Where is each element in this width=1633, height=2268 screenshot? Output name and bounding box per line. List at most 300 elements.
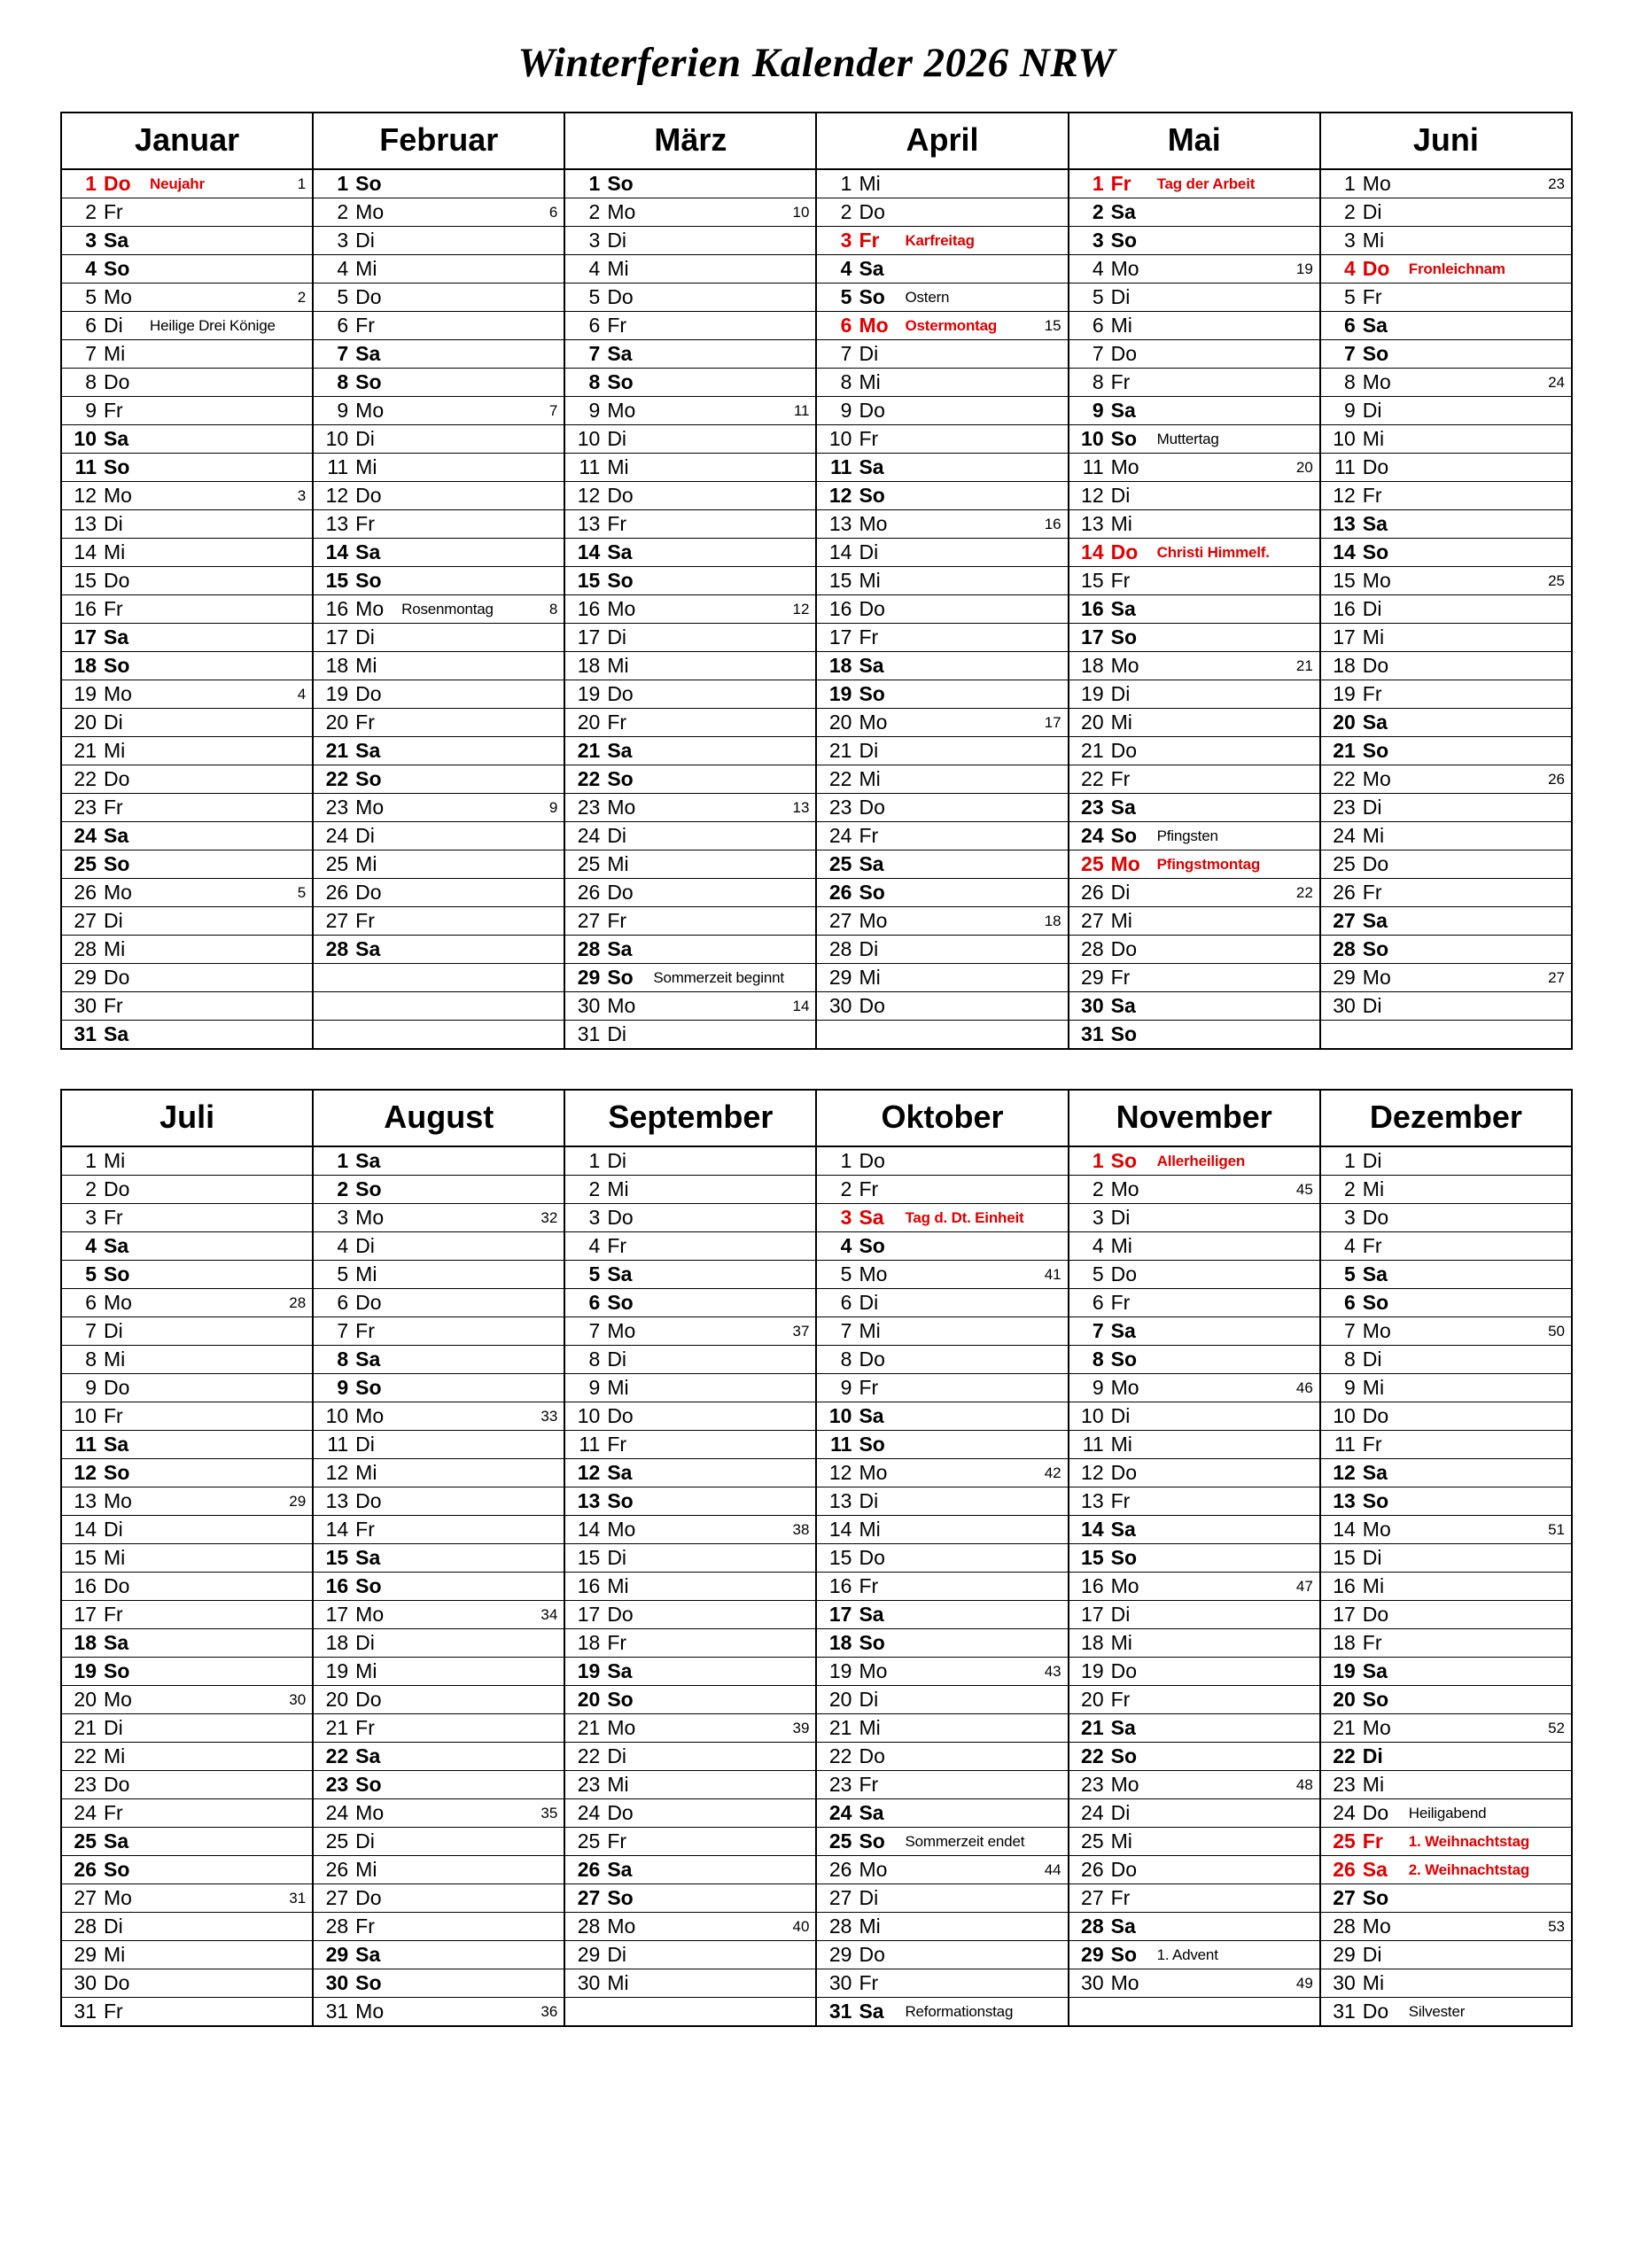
day-cell[interactable] [1320, 312, 1572, 340]
day-cell[interactable] [816, 1176, 1068, 1204]
day-cell[interactable] [816, 794, 1068, 822]
day-cell[interactable] [564, 709, 816, 737]
day-cell[interactable] [313, 1913, 564, 1941]
day-cell[interactable] [1069, 1743, 1320, 1771]
day-cell[interactable] [816, 652, 1068, 680]
day-cell[interactable] [1320, 1629, 1572, 1658]
day-cell[interactable] [61, 1686, 313, 1714]
day-cell[interactable] [61, 936, 313, 964]
day-cell[interactable] [61, 964, 313, 992]
day-cell[interactable] [1320, 794, 1572, 822]
day-cell[interactable] [61, 1629, 313, 1658]
day-cell[interactable] [61, 1261, 313, 1289]
day-cell[interactable] [1069, 1176, 1320, 1204]
day-cell[interactable] [313, 1573, 564, 1601]
day-cell[interactable] [61, 1969, 313, 1998]
day-cell[interactable] [1069, 198, 1320, 227]
day-cell[interactable] [313, 1402, 564, 1431]
day-cell[interactable] [313, 1629, 564, 1658]
day-cell[interactable] [564, 482, 816, 510]
day-cell[interactable] [1069, 1629, 1320, 1658]
day-cell[interactable] [564, 425, 816, 454]
day-cell[interactable] [564, 1487, 816, 1516]
day-cell[interactable] [1069, 1021, 1320, 1050]
day-cell[interactable] [816, 1771, 1068, 1799]
day-cell[interactable] [313, 1771, 564, 1799]
day-cell[interactable] [816, 1884, 1068, 1913]
day-cell[interactable] [61, 255, 313, 284]
day-cell[interactable] [313, 1146, 564, 1176]
day-cell[interactable] [61, 822, 313, 850]
day-cell[interactable] [61, 1232, 313, 1261]
day-cell[interactable] [816, 1346, 1068, 1374]
day-cell[interactable] [1069, 680, 1320, 709]
day-cell[interactable] [1069, 850, 1320, 879]
day-cell[interactable] [1320, 992, 1572, 1021]
day-cell[interactable] [564, 369, 816, 397]
day-cell[interactable] [816, 198, 1068, 227]
day-cell[interactable] [816, 879, 1068, 907]
day-cell[interactable] [313, 1601, 564, 1629]
day-cell[interactable] [313, 1743, 564, 1771]
day-cell[interactable] [1320, 1799, 1572, 1828]
day-cell[interactable] [313, 1374, 564, 1402]
day-cell[interactable] [1069, 1714, 1320, 1743]
day-cell[interactable] [816, 1941, 1068, 1969]
day-cell[interactable] [61, 510, 313, 539]
day-cell[interactable] [1320, 680, 1572, 709]
day-cell[interactable] [61, 482, 313, 510]
day-cell[interactable] [1069, 1459, 1320, 1487]
day-cell[interactable] [313, 1459, 564, 1487]
day-cell[interactable] [1069, 1146, 1320, 1176]
day-cell[interactable] [313, 680, 564, 709]
day-cell[interactable] [816, 1261, 1068, 1289]
day-cell[interactable] [1320, 964, 1572, 992]
day-cell[interactable] [313, 1941, 564, 1969]
day-cell[interactable] [61, 227, 313, 255]
day-cell[interactable] [1069, 1799, 1320, 1828]
day-cell[interactable] [1320, 1402, 1572, 1431]
day-cell[interactable] [313, 936, 564, 964]
day-cell[interactable] [61, 652, 313, 680]
day-cell[interactable] [564, 680, 816, 709]
day-cell[interactable] [61, 624, 313, 652]
day-cell[interactable] [1069, 652, 1320, 680]
day-cell[interactable] [564, 1261, 816, 1289]
day-cell[interactable] [61, 1771, 313, 1799]
day-cell[interactable] [564, 454, 816, 482]
day-cell[interactable] [313, 1828, 564, 1856]
day-cell[interactable] [1069, 539, 1320, 567]
day-cell[interactable] [1320, 1232, 1572, 1261]
day-cell[interactable] [564, 1402, 816, 1431]
day-cell[interactable] [816, 1021, 1068, 1050]
day-cell[interactable] [1320, 822, 1572, 850]
day-cell[interactable] [816, 567, 1068, 595]
day-cell[interactable] [61, 1941, 313, 1969]
day-cell[interactable] [61, 1176, 313, 1204]
day-cell[interactable] [816, 1232, 1068, 1261]
day-cell[interactable] [564, 255, 816, 284]
day-cell[interactable] [61, 1346, 313, 1374]
day-cell[interactable] [1320, 425, 1572, 454]
day-cell[interactable] [1320, 1431, 1572, 1459]
day-cell[interactable] [313, 1714, 564, 1743]
day-cell[interactable] [564, 1516, 816, 1544]
day-cell[interactable] [61, 1021, 313, 1050]
day-cell[interactable] [313, 312, 564, 340]
day-cell[interactable] [1320, 1771, 1572, 1799]
day-cell[interactable] [1069, 169, 1320, 198]
day-cell[interactable] [564, 765, 816, 794]
day-cell[interactable] [1069, 1374, 1320, 1402]
day-cell[interactable] [1320, 936, 1572, 964]
day-cell[interactable] [313, 595, 564, 624]
day-cell[interactable] [816, 680, 1068, 709]
day-cell[interactable] [1320, 1346, 1572, 1374]
day-cell[interactable] [816, 1431, 1068, 1459]
day-cell[interactable] [816, 709, 1068, 737]
day-cell[interactable] [313, 879, 564, 907]
day-cell[interactable] [816, 312, 1068, 340]
day-cell[interactable] [1069, 1998, 1320, 2027]
day-cell[interactable] [1320, 1913, 1572, 1941]
day-cell[interactable] [61, 312, 313, 340]
day-cell[interactable] [816, 1289, 1068, 1317]
day-cell[interactable] [1069, 1601, 1320, 1629]
day-cell[interactable] [1069, 369, 1320, 397]
day-cell[interactable] [564, 850, 816, 879]
day-cell[interactable] [313, 1346, 564, 1374]
day-cell[interactable] [313, 1431, 564, 1459]
day-cell[interactable] [313, 567, 564, 595]
day-cell[interactable] [61, 765, 313, 794]
day-cell[interactable] [816, 1459, 1068, 1487]
day-cell[interactable] [313, 510, 564, 539]
day-cell[interactable] [564, 1289, 816, 1317]
day-cell[interactable] [1320, 765, 1572, 794]
day-cell[interactable] [816, 1969, 1068, 1998]
day-cell[interactable] [1320, 1317, 1572, 1346]
day-cell[interactable] [816, 595, 1068, 624]
day-cell[interactable] [313, 964, 564, 992]
day-cell[interactable] [816, 1204, 1068, 1232]
day-cell[interactable] [1069, 1913, 1320, 1941]
day-cell[interactable] [1320, 1941, 1572, 1969]
day-cell[interactable] [61, 1402, 313, 1431]
day-cell[interactable] [1320, 1601, 1572, 1629]
day-cell[interactable] [61, 454, 313, 482]
day-cell[interactable] [1069, 567, 1320, 595]
day-cell[interactable] [61, 879, 313, 907]
day-cell[interactable] [61, 397, 313, 425]
day-cell[interactable] [61, 1146, 313, 1176]
day-cell[interactable] [564, 1856, 816, 1884]
day-cell[interactable] [1320, 879, 1572, 907]
day-cell[interactable] [816, 1828, 1068, 1856]
day-cell[interactable] [1069, 1969, 1320, 1998]
day-cell[interactable] [1320, 1146, 1572, 1176]
day-cell[interactable] [816, 1374, 1068, 1402]
day-cell[interactable] [816, 1658, 1068, 1686]
day-cell[interactable] [1069, 964, 1320, 992]
day-cell[interactable] [1320, 1289, 1572, 1317]
day-cell[interactable] [1069, 1941, 1320, 1969]
day-cell[interactable] [564, 227, 816, 255]
day-cell[interactable] [564, 1317, 816, 1346]
day-cell[interactable] [61, 1317, 313, 1346]
day-cell[interactable] [816, 964, 1068, 992]
day-cell[interactable] [1320, 709, 1572, 737]
day-cell[interactable] [61, 1459, 313, 1487]
day-cell[interactable] [313, 1487, 564, 1516]
day-cell[interactable] [1320, 595, 1572, 624]
day-cell[interactable] [564, 1431, 816, 1459]
day-cell[interactable] [61, 794, 313, 822]
day-cell[interactable] [816, 1743, 1068, 1771]
day-cell[interactable] [564, 737, 816, 765]
day-cell[interactable] [816, 907, 1068, 936]
day-cell[interactable] [1069, 1402, 1320, 1431]
day-cell[interactable] [564, 397, 816, 425]
day-cell[interactable] [1069, 1658, 1320, 1686]
day-cell[interactable] [1320, 737, 1572, 765]
day-cell[interactable] [816, 765, 1068, 794]
day-cell[interactable] [564, 1374, 816, 1402]
day-cell[interactable] [313, 340, 564, 369]
day-cell[interactable] [564, 794, 816, 822]
day-cell[interactable] [564, 907, 816, 936]
day-cell[interactable] [816, 1317, 1068, 1346]
day-cell[interactable] [1320, 850, 1572, 879]
day-cell[interactable] [313, 652, 564, 680]
day-cell[interactable] [313, 709, 564, 737]
day-cell[interactable] [313, 1021, 564, 1050]
day-cell[interactable] [1320, 1176, 1572, 1204]
day-cell[interactable] [61, 709, 313, 737]
day-cell[interactable] [61, 425, 313, 454]
day-cell[interactable] [1069, 1828, 1320, 1856]
day-cell[interactable] [1320, 1204, 1572, 1232]
day-cell[interactable] [816, 539, 1068, 567]
day-cell[interactable] [816, 169, 1068, 198]
day-cell[interactable] [816, 1856, 1068, 1884]
day-cell[interactable] [1069, 737, 1320, 765]
day-cell[interactable] [564, 312, 816, 340]
day-cell[interactable] [816, 397, 1068, 425]
day-cell[interactable] [1069, 1544, 1320, 1573]
day-cell[interactable] [61, 1204, 313, 1232]
day-cell[interactable] [1069, 1771, 1320, 1799]
day-cell[interactable] [313, 255, 564, 284]
day-cell[interactable] [61, 1856, 313, 1884]
day-cell[interactable] [1069, 595, 1320, 624]
day-cell[interactable] [1069, 1289, 1320, 1317]
day-cell[interactable] [1069, 1261, 1320, 1289]
day-cell[interactable] [313, 1232, 564, 1261]
day-cell[interactable] [1069, 312, 1320, 340]
day-cell[interactable] [313, 284, 564, 312]
day-cell[interactable] [564, 1799, 816, 1828]
day-cell[interactable] [313, 624, 564, 652]
day-cell[interactable] [564, 169, 816, 198]
day-cell[interactable] [1069, 1487, 1320, 1516]
day-cell[interactable] [816, 1146, 1068, 1176]
day-cell[interactable] [1069, 1856, 1320, 1884]
day-cell[interactable] [1320, 284, 1572, 312]
day-cell[interactable] [61, 567, 313, 595]
day-cell[interactable] [61, 1487, 313, 1516]
day-cell[interactable] [1320, 1573, 1572, 1601]
day-cell[interactable] [1320, 1516, 1572, 1544]
day-cell[interactable] [1320, 1884, 1572, 1913]
day-cell[interactable] [816, 624, 1068, 652]
day-cell[interactable] [564, 284, 816, 312]
day-cell[interactable] [1069, 1346, 1320, 1374]
day-cell[interactable] [61, 850, 313, 879]
day-cell[interactable] [61, 1799, 313, 1828]
day-cell[interactable] [1069, 709, 1320, 737]
day-cell[interactable] [564, 822, 816, 850]
day-cell[interactable] [61, 198, 313, 227]
day-cell[interactable] [816, 255, 1068, 284]
day-cell[interactable] [1320, 454, 1572, 482]
day-cell[interactable] [61, 340, 313, 369]
day-cell[interactable] [313, 1884, 564, 1913]
day-cell[interactable] [564, 1459, 816, 1487]
day-cell[interactable] [61, 595, 313, 624]
day-cell[interactable] [1069, 1573, 1320, 1601]
day-cell[interactable] [564, 1686, 816, 1714]
day-cell[interactable] [313, 1176, 564, 1204]
day-cell[interactable] [816, 1402, 1068, 1431]
day-cell[interactable] [816, 1629, 1068, 1658]
day-cell[interactable] [816, 1487, 1068, 1516]
day-cell[interactable] [61, 1714, 313, 1743]
day-cell[interactable] [816, 454, 1068, 482]
day-cell[interactable] [1320, 169, 1572, 198]
day-cell[interactable] [313, 1856, 564, 1884]
day-cell[interactable] [61, 539, 313, 567]
day-cell[interactable] [564, 567, 816, 595]
day-cell[interactable] [816, 369, 1068, 397]
day-cell[interactable] [1320, 340, 1572, 369]
day-cell[interactable] [816, 227, 1068, 255]
day-cell[interactable] [1069, 1884, 1320, 1913]
day-cell[interactable] [1069, 454, 1320, 482]
day-cell[interactable] [1320, 1487, 1572, 1516]
day-cell[interactable] [313, 1289, 564, 1317]
day-cell[interactable] [1069, 1431, 1320, 1459]
day-cell[interactable] [61, 1658, 313, 1686]
day-cell[interactable] [564, 1146, 816, 1176]
day-cell[interactable] [313, 1544, 564, 1573]
day-cell[interactable] [816, 1544, 1068, 1573]
day-cell[interactable] [61, 907, 313, 936]
day-cell[interactable] [564, 936, 816, 964]
day-cell[interactable] [564, 1601, 816, 1629]
day-cell[interactable] [564, 1176, 816, 1204]
day-cell[interactable] [313, 992, 564, 1021]
day-cell[interactable] [61, 369, 313, 397]
day-cell[interactable] [1069, 992, 1320, 1021]
day-cell[interactable] [564, 1544, 816, 1573]
day-cell[interactable] [313, 765, 564, 794]
day-cell[interactable] [816, 992, 1068, 1021]
day-cell[interactable] [564, 1828, 816, 1856]
day-cell[interactable] [61, 1573, 313, 1601]
day-cell[interactable] [564, 1346, 816, 1374]
day-cell[interactable] [313, 1317, 564, 1346]
day-cell[interactable] [1069, 1516, 1320, 1544]
day-cell[interactable] [1069, 425, 1320, 454]
day-cell[interactable] [1320, 1686, 1572, 1714]
day-cell[interactable] [564, 198, 816, 227]
day-cell[interactable] [1069, 482, 1320, 510]
day-cell[interactable] [1069, 227, 1320, 255]
day-cell[interactable] [1069, 907, 1320, 936]
day-cell[interactable] [564, 1941, 816, 1969]
day-cell[interactable] [61, 169, 313, 198]
day-cell[interactable] [313, 794, 564, 822]
day-cell[interactable] [313, 169, 564, 198]
day-cell[interactable] [1320, 1459, 1572, 1487]
day-cell[interactable] [1069, 510, 1320, 539]
day-cell[interactable] [564, 1629, 816, 1658]
day-cell[interactable] [816, 284, 1068, 312]
day-cell[interactable] [564, 992, 816, 1021]
day-cell[interactable] [816, 1573, 1068, 1601]
day-cell[interactable] [564, 1913, 816, 1941]
day-cell[interactable] [313, 1686, 564, 1714]
day-cell[interactable] [1069, 765, 1320, 794]
day-cell[interactable] [816, 1516, 1068, 1544]
day-cell[interactable] [1320, 397, 1572, 425]
day-cell[interactable] [564, 1658, 816, 1686]
day-cell[interactable] [1069, 1232, 1320, 1261]
day-cell[interactable] [1320, 1658, 1572, 1686]
day-cell[interactable] [1320, 1856, 1572, 1884]
day-cell[interactable] [564, 1969, 816, 1998]
day-cell[interactable] [1069, 1204, 1320, 1232]
day-cell[interactable] [313, 1998, 564, 2027]
day-cell[interactable] [564, 624, 816, 652]
day-cell[interactable] [816, 340, 1068, 369]
day-cell[interactable] [1320, 567, 1572, 595]
day-cell[interactable] [816, 1714, 1068, 1743]
day-cell[interactable] [564, 340, 816, 369]
day-cell[interactable] [61, 1289, 313, 1317]
day-cell[interactable] [1069, 1686, 1320, 1714]
day-cell[interactable] [564, 595, 816, 624]
day-cell[interactable] [61, 680, 313, 709]
day-cell[interactable] [1069, 284, 1320, 312]
day-cell[interactable] [564, 1714, 816, 1743]
day-cell[interactable] [1320, 227, 1572, 255]
day-cell[interactable] [564, 1204, 816, 1232]
day-cell[interactable] [564, 652, 816, 680]
day-cell[interactable] [564, 1743, 816, 1771]
day-cell[interactable] [313, 454, 564, 482]
day-cell[interactable] [61, 1828, 313, 1856]
day-cell[interactable] [313, 1799, 564, 1828]
day-cell[interactable] [1320, 1828, 1572, 1856]
day-cell[interactable] [564, 1232, 816, 1261]
day-cell[interactable] [1320, 652, 1572, 680]
day-cell[interactable] [313, 822, 564, 850]
day-cell[interactable] [816, 1913, 1068, 1941]
